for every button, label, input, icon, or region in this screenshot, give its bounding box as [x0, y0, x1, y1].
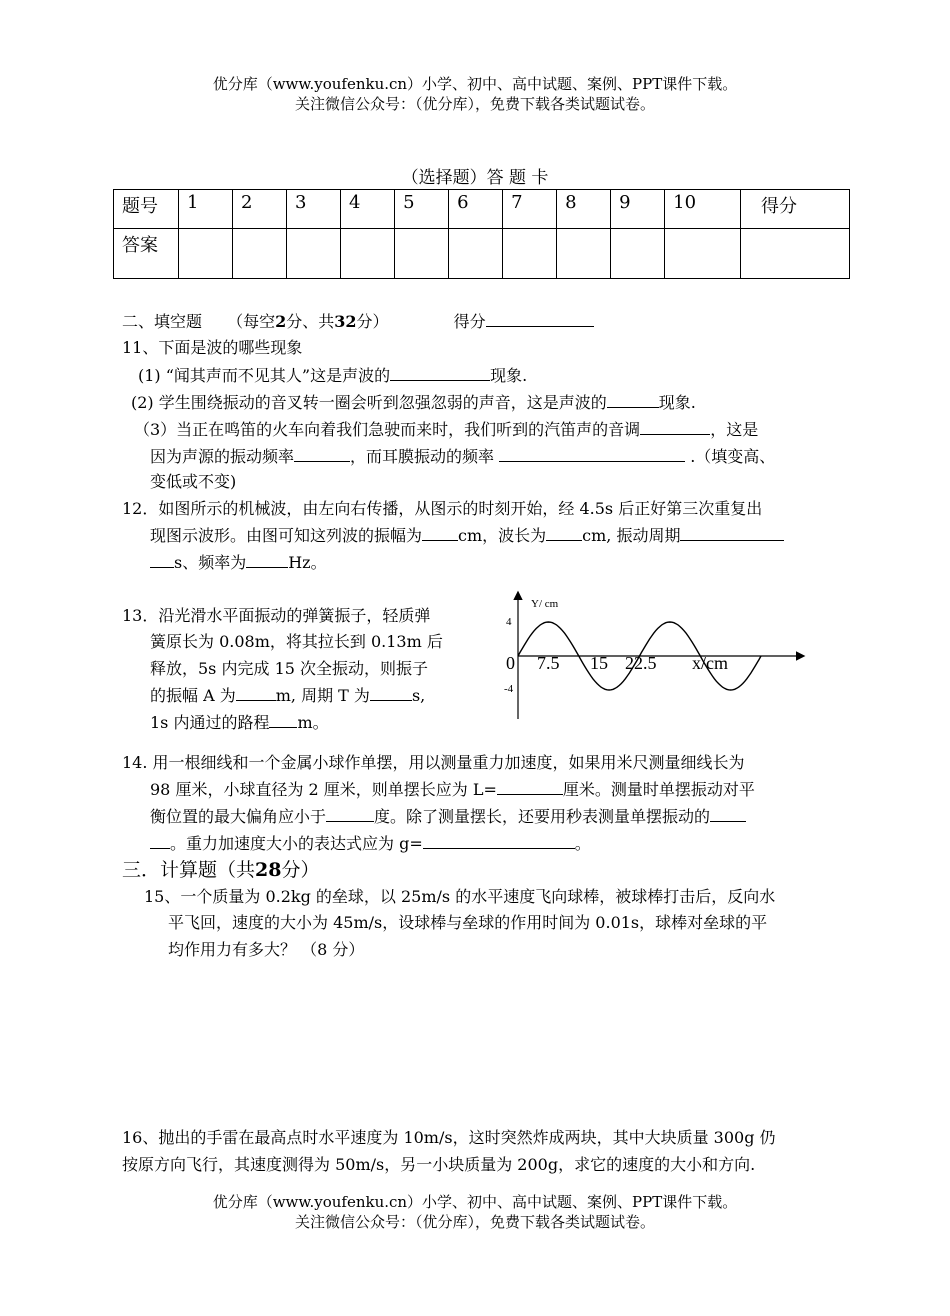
section2-points-value: 2: [275, 312, 287, 331]
y-tick-label: 4: [506, 616, 512, 628]
q16-line2: 按原方向飞行，其速度测得为 50m/s，另一小块质量为 200g，求它的速度的大小和方向.: [122, 1155, 756, 1174]
answer-card-table: [113, 189, 850, 279]
section2-score-label: 得分: [453, 312, 486, 331]
q16-line1: 16、抛出的手雷在最高点时水平速度为 10m/s，这时突然炸成两块，其中大块质量 300g 仍: [122, 1128, 776, 1147]
q11-part2: [131, 389, 696, 416]
q14-text: 98 厘米，小球直径为 2 厘米，则单摆长应为 L=: [150, 780, 497, 799]
answer-cell[interactable]: [611, 229, 665, 279]
answer-cell[interactable]: [287, 229, 341, 279]
q11-part1: [138, 362, 527, 389]
q14-text: 。重力加速度大小的表达式应为 g=: [170, 834, 423, 853]
section3-title: 三．计算题（共: [122, 859, 256, 881]
score-cell[interactable]: [741, 229, 850, 279]
section2-points: （每空: [227, 312, 276, 331]
q11-part3-blank-ear[interactable]: [499, 443, 685, 462]
footer-line-2: 关注微信公众号：（优分库），免费下载各类试题试卷。: [294, 1213, 655, 1231]
q11-part2-blank[interactable]: [607, 389, 659, 408]
q14-measure-blank[interactable]: [710, 803, 746, 822]
q12-amplitude-blank[interactable]: [422, 522, 458, 541]
question-number-header: 题号: [114, 190, 179, 229]
q11-part3-text: （3）当正在鸣笛的火车向着我们急驶而来时，我们听到的汽笛声的音调: [134, 420, 641, 439]
origin-label: 0: [506, 653, 515, 673]
q14-text: 。: [574, 834, 591, 853]
answer-cell[interactable]: [341, 229, 395, 279]
q12-text: s、频率为: [174, 553, 247, 572]
q13-line3: 释放，5s 内完成 15 次全振动，则振子: [150, 659, 429, 678]
q11-part3-line2: [150, 443, 775, 470]
q13-text: m。: [297, 713, 329, 732]
q13-amplitude-blank[interactable]: [236, 682, 276, 701]
header-line-2: 关注微信公众号：（优分库），免费下载各类试题试卷。: [294, 95, 655, 113]
q14-angle-blank[interactable]: [326, 803, 374, 822]
q12-period-blank-cont[interactable]: [150, 549, 174, 568]
q13-line5: [150, 709, 329, 736]
answer-cell[interactable]: [503, 229, 557, 279]
q11-part3-line1: [134, 416, 758, 443]
q14-text: 衡位置的最大偏角应小于: [150, 807, 327, 826]
q14-text: 度。除了测量摆长，还要用秒表测量单摆振动的: [374, 807, 711, 826]
question-number-cell: 2: [233, 190, 287, 229]
answer-cell[interactable]: [395, 229, 449, 279]
q15-line2: 平飞回，速度的大小为 45m/s，设球棒与垒球的作用时间为 0.01s，球棒对垒球的平: [168, 913, 768, 932]
footer-line-1: 优分库（www.youfenku.cn）小学、初中、高中试题、案例、PPT课件下载。: [212, 1193, 738, 1211]
answer-row-header: 答案: [114, 229, 179, 279]
wave-chart: [495, 585, 815, 730]
q11-part1-text: (1) “闻其声而不见其人”这是声波的: [138, 366, 391, 385]
section3-total-value: 28: [255, 859, 282, 881]
x-tick-label: 7.5: [537, 653, 560, 673]
section3-title: 分）: [281, 859, 320, 881]
q11-part3-blank-pitch[interactable]: [640, 416, 710, 435]
q11-part1-text: 现象.: [490, 366, 528, 385]
question-number-cell: 4: [341, 190, 395, 229]
x-tick-label: 22.5: [625, 653, 657, 673]
q15-line1: 15、一个质量为 0.2kg 的垒球，以 25m/s 的水平速度飞向球棒，被球棒打击后，反向水: [144, 887, 776, 906]
q12-line1: 12．如图所示的机械波，由左向右传播，从图示的时刻开始，经 4.5s 后正好第三次重复出: [122, 499, 763, 518]
q14-line3: [150, 803, 746, 830]
q13-line2: 簧原长为 0.08m，将其拉长到 0.13m 后: [150, 632, 443, 651]
q12-period-blank[interactable]: [680, 522, 784, 541]
page-header: [0, 74, 950, 114]
question-number-cell: 9: [611, 190, 665, 229]
q15-line3: 均作用力有多大？ （8 分）: [168, 940, 365, 959]
score-header: 得分: [741, 190, 850, 229]
q12-wavelength-blank[interactable]: [546, 522, 582, 541]
q14-length-blank[interactable]: [497, 776, 563, 795]
q14-line1: 14. 用一根细线和一个金属小球作单摆，用以测量重力加速度，如果用米尺测量细线长为: [122, 753, 745, 772]
q12-line3: [150, 549, 327, 576]
q12-text: cm，波长为: [458, 526, 547, 545]
q11-part1-blank[interactable]: [390, 362, 490, 381]
q12-frequency-blank[interactable]: [246, 549, 288, 568]
q12-text: 现图示波形。由图可知这列波的振幅为: [150, 526, 423, 545]
q12-text: Hz。: [288, 553, 327, 572]
section2-points: 分、共: [286, 312, 335, 331]
q14-line4: [150, 830, 591, 857]
q13-period-blank[interactable]: [370, 682, 412, 701]
section2-title: 二、填空题: [122, 312, 203, 331]
q14-line2: [150, 776, 755, 803]
q11-part3-blank-source[interactable]: [294, 443, 350, 462]
header-line-1: 优分库（www.youfenku.cn）小学、初中、高中试题、案例、PPT课件下载。: [212, 75, 738, 93]
answer-cell[interactable]: [179, 229, 233, 279]
y-tick-label: -4: [504, 683, 514, 695]
q11-part3-line3: 变低或不变): [150, 472, 237, 491]
q13-line4: [150, 682, 425, 709]
q12-line2: [150, 522, 784, 549]
q14-text: 厘米。测量时单摆振动对平: [562, 780, 755, 799]
q13-text: 的振幅 A 为: [150, 686, 236, 705]
question-number-cell: 7: [503, 190, 557, 229]
q11-part3-text: 因为声源的振动频率: [150, 447, 295, 466]
y-axis-label: Y/ cm: [531, 598, 559, 610]
question-number-cell: 1: [179, 190, 233, 229]
x-tick-label: 15: [590, 653, 608, 673]
section2-score-blank[interactable]: [486, 308, 594, 327]
x-axis-label: x/cm: [692, 653, 728, 673]
section2-total-value: 32: [334, 312, 357, 331]
q13-distance-blank[interactable]: [269, 709, 297, 728]
q11-part3-text: ，这是: [710, 420, 759, 439]
q11-stem: 11、下面是波的哪些现象: [122, 338, 303, 357]
q11-part3-text: ，而耳膜振动的频率: [350, 447, 495, 466]
question-number-cell: 8: [557, 190, 611, 229]
question-number-cell: 3: [287, 190, 341, 229]
question-number-cell: 6: [449, 190, 503, 229]
answer-cell[interactable]: [233, 229, 287, 279]
page-footer: [0, 1192, 950, 1232]
answer-card-title: （选择题）答 题 卡: [401, 168, 549, 188]
section3-heading: [122, 857, 319, 883]
answer-cell[interactable]: [665, 229, 741, 279]
q13-line1: 13．沿光滑水平面振动的弹簧振子，轻质弹: [122, 606, 431, 625]
q12-text: cm, 振动周期: [582, 526, 681, 545]
section2-heading: [122, 308, 594, 335]
q14-measure-blank-cont[interactable]: [150, 830, 170, 849]
q13-text: 1s 内通过的路程: [150, 713, 270, 732]
answer-cell[interactable]: [449, 229, 503, 279]
q11-part3-text: .（填变高、: [690, 447, 776, 466]
q13-text: s,: [411, 686, 426, 705]
answer-cell[interactable]: [557, 229, 611, 279]
question-number-cell: 5: [395, 190, 449, 229]
q11-part2-text: (2) 学生围绕振动的音叉转一圈会听到忽强忽弱的声音，这是声波的: [131, 393, 607, 412]
section2-points: 分）: [356, 312, 389, 331]
q14-formula-blank[interactable]: [423, 830, 575, 849]
q11-part2-text: 现象.: [658, 393, 696, 412]
q13-text: m, 周期 T 为: [275, 686, 370, 705]
question-number-cell: 10: [665, 190, 741, 229]
